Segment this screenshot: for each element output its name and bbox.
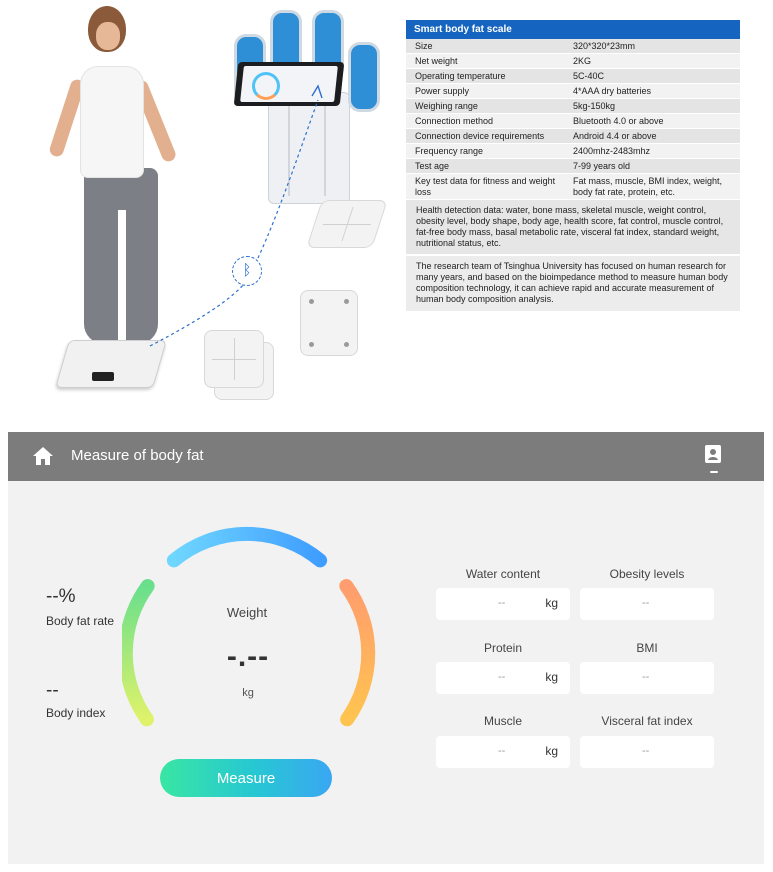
spec-row: Key test data for fitness and weight loss Fat mass, muscle, BMI index, weight, body fat rate, protein, etc. xyxy=(406,174,740,200)
water-content-field: -- kg xyxy=(436,588,570,620)
spec-row: Size 320*320*23mm xyxy=(406,39,740,54)
muscle-label: Muscle xyxy=(483,714,522,728)
research-note: The research team of Tsinghua University has focused on human research for many years, and based on the bioimpedance method to measure human body composition technology, it can achieve rapid and accurate measurement of human body composition analysis. xyxy=(406,254,740,311)
obesity-levels-label: Obesity levels xyxy=(609,567,685,581)
measure-button[interactable]: Measure xyxy=(160,759,332,797)
page-title: Measure of body fat xyxy=(71,447,204,464)
protein-field: -- kg xyxy=(436,662,570,694)
weight-gauge xyxy=(122,520,382,750)
product-photo xyxy=(0,0,400,410)
obesity-levels-field: -- xyxy=(580,588,714,620)
spec-row: Connection device requirements Android 4.4 or above xyxy=(406,129,740,144)
spec-row: Operating temperature 5C-40C xyxy=(406,69,740,84)
spec-row: Power supply 4*AAA dry batteries xyxy=(406,84,740,99)
weight-unit: kg xyxy=(242,687,254,699)
spec-title: Smart body fat scale xyxy=(406,20,740,39)
spec-row: Weighing range 5kg-150kg xyxy=(406,99,740,114)
spec-row: Test age 7-99 years old xyxy=(406,159,740,174)
water-content-label: Water content xyxy=(465,567,541,581)
gauge-arc-top xyxy=(174,534,320,561)
body-index-value: -- xyxy=(46,680,59,701)
spec-row: Net weight 2KG xyxy=(406,54,740,69)
visceral-fat-index-field: -- xyxy=(580,736,714,768)
home-icon[interactable] xyxy=(32,446,54,466)
weight-value: -.-- xyxy=(226,640,270,673)
profile-icon[interactable] xyxy=(705,445,721,465)
gauge-arc-right xyxy=(346,586,368,719)
bluetooth-icon: ᛒ xyxy=(232,256,262,286)
gauge-arc-left xyxy=(126,586,148,719)
spec-rows xyxy=(406,39,740,200)
bluetooth-link-line xyxy=(0,0,400,410)
app-bar xyxy=(8,432,764,481)
body-index-label: Body index xyxy=(46,706,106,720)
body-fat-rate-label: Body fat rate xyxy=(46,614,115,628)
muscle-field: -- kg xyxy=(436,736,570,768)
visceral-fat-index-label: Visceral fat index xyxy=(601,714,693,728)
bmi-field: -- xyxy=(580,662,714,694)
weight-label: Weight xyxy=(226,605,268,620)
spec-row: Connection method Bluetooth 4.0 or above xyxy=(406,114,740,129)
body-fat-rate-value: --% xyxy=(46,586,76,607)
spec-sheet xyxy=(406,20,740,360)
bmi-label: BMI xyxy=(636,641,658,655)
health-detection-note: Health detection data: water, bone mass, skeletal muscle, weight control, obesity level, body shape, body age, health score, fat control, muscle control, fat-free body mass, basal metabolic rate, visceral fat index, standard weight, nutritional status, etc. xyxy=(406,200,740,254)
protein-label: Protein xyxy=(483,641,523,655)
body-fat-app xyxy=(8,432,764,864)
spec-row: Frequency range 2400mhz-2483mhz xyxy=(406,144,740,159)
